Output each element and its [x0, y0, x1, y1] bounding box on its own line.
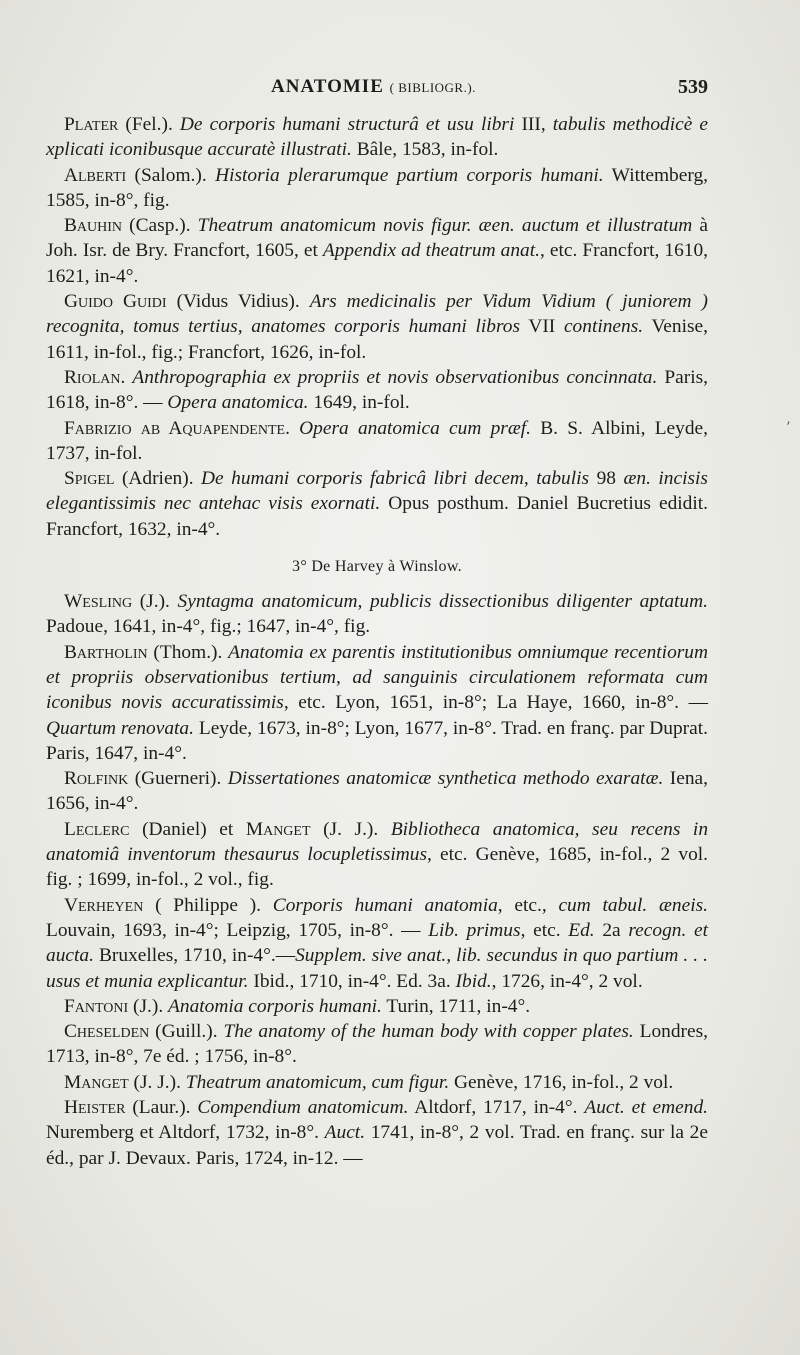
- entry-author: Spigel: [64, 468, 115, 490]
- entry-title: Lib. primus: [428, 919, 521, 941]
- bibliography-entry: [46, 112, 708, 163]
- entry-text: (Adrien).: [114, 468, 202, 490]
- entry-text: , etc. Genève, 1685, in-fol., 2 vol. fig. ; 1699, in-fol., 2 vol., fig.: [46, 844, 708, 891]
- entry-author: Bartholin: [64, 641, 148, 663]
- entry-text: , etc. Lyon, 1651, in-8°; La Haye, 1660, in-8°. —: [283, 692, 708, 714]
- entry-title: cum tabul. æneis.: [558, 894, 709, 916]
- entry-author: Leclerc: [64, 818, 130, 840]
- bibliography-entry: [46, 893, 708, 994]
- entry-text: Venise, 1611, in-fol., fig.; Francfort, 1626, in-fol.: [46, 316, 708, 363]
- entry-text: (Thom.).: [147, 641, 229, 663]
- entry-text: Opus posthum. Daniel Bucretius edidit. Francfort, 1632, in-4°.: [46, 493, 708, 540]
- entry-author: Guido Guidi: [64, 291, 167, 313]
- entry-text: ( Philippe ).: [143, 894, 273, 916]
- entry-author: Riolan: [64, 366, 121, 388]
- entry-text: , etc.,: [497, 894, 559, 916]
- entry-text: (Guerneri).: [128, 768, 228, 790]
- entry-text: Turin, 1711, in-4°.: [381, 995, 531, 1017]
- entry-text: Bâle, 1583, in-fol.: [351, 139, 499, 161]
- entry-title: Supplem. sive anat., lib. secundus in quo partium . . . usus et munia explicantur.: [46, 945, 708, 992]
- bibliography-entry: [46, 766, 708, 817]
- entry-text: 2a: [594, 919, 629, 941]
- entry-text: Padoue, 1641, in-4°, fig.; 1647, in-4°, fig.: [46, 616, 371, 638]
- entry-author: Rolfink: [64, 768, 129, 790]
- entry-text: (J. J.).: [310, 818, 391, 840]
- entry-author: Manget: [245, 818, 311, 840]
- entry-author: Fabrizio ab Aquapendente: [64, 417, 286, 439]
- bibliography-entry: [46, 416, 708, 467]
- entry-text: Genève, 1716, in-fol., 2 vol.: [449, 1071, 674, 1093]
- bibliography-entry: [46, 365, 708, 416]
- bibliography-entry: [46, 1095, 708, 1171]
- bibliography-entry: [46, 1019, 708, 1070]
- entry-title: Corporis humani anatomia: [272, 894, 498, 916]
- entry-text: (Vidus Vidius).: [166, 291, 310, 313]
- entry-text: à Joh. Isr. de Bry. Francfort, 1605, et: [46, 215, 708, 262]
- bibliography-entry: [46, 640, 708, 766]
- entry-text: (Fel.).: [118, 114, 180, 135]
- entry-author: Plater: [64, 114, 119, 135]
- entry-author: Fantoni: [64, 995, 129, 1017]
- entry-author: Heister: [64, 1096, 126, 1118]
- entry-text: , etc.: [520, 919, 569, 941]
- entry-title: Auct.: [324, 1122, 366, 1144]
- entry-author: Cheselden: [64, 1021, 150, 1043]
- entry-title: Syntagma anatomicum, publicis dissectionibus diligenter aptatum.: [177, 591, 708, 613]
- bibliography-entry: [46, 466, 708, 542]
- bibliography-entry: [46, 289, 708, 365]
- entry-text: (Laur.).: [125, 1096, 198, 1118]
- entry-title: continens.: [563, 316, 644, 338]
- entry-text: (J. J.).: [128, 1071, 186, 1093]
- entry-title: Opera anatomica cum præf.: [299, 417, 532, 439]
- entry-title: Theatrum anatomicum, cum figur.: [185, 1071, 450, 1093]
- entry-title: Anthropographia ex propriis et novis observationibus concinnata.: [132, 366, 658, 388]
- running-header: [46, 76, 708, 106]
- entry-title: Ed.: [568, 919, 595, 941]
- entry-text: Leyde, 1673, in-8°; Lyon, 1677, in-8°. Trad. en franç. par Duprat. Paris, 1647, in-4°.: [46, 717, 708, 764]
- entry-text: Londres, 1713, in-8°, 7e éd. ; 1756, in-8°.: [46, 1021, 708, 1068]
- entry-title: Anatomia corporis humani.: [168, 995, 382, 1017]
- entry-text: (Daniel) et: [129, 818, 246, 840]
- entry-title: æn. incisis elegantissimis nec antehac visis exornati.: [46, 468, 708, 515]
- entry-title: Historia plerarumque partium corporis humani.: [215, 164, 604, 186]
- entry-title: Ibid.: [455, 970, 492, 992]
- entry-author: Bauhin: [64, 215, 123, 237]
- entry-text: Nuremberg et Altdorf, 1732, in-8°.: [46, 1122, 325, 1144]
- entry-text: (J.).: [128, 995, 169, 1017]
- entry-title: Appendix ad theatrum anat.: [322, 240, 540, 262]
- entry-title: recogn. et aucta.: [46, 919, 709, 967]
- bibliography-entry: [46, 589, 708, 640]
- header-subtitle: ( BIBLIOGR.).: [389, 80, 476, 95]
- section-heading: 3° De Harvey à Winslow.: [292, 558, 462, 576]
- entry-title: Anatomia ex parentis institutionibus omniumque recentiorum et propriis observationibus tertium, ad sanguinis circulationem reformata cum iconibus novis accuratissimis: [46, 641, 709, 714]
- entry-title: Dissertationes anatomicæ synthetica methodo exaratæ.: [227, 768, 664, 790]
- entry-text: Wittemberg, 1585, in-8°, fig.: [46, 164, 709, 211]
- entry-text: Paris, 1618, in-8°. —: [46, 366, 708, 414]
- entry-text: .: [120, 366, 133, 388]
- entry-text: , etc. Francfort, 1610, 1621, in-4°.: [46, 240, 709, 287]
- entry-author: Wesling: [64, 591, 133, 613]
- bibliography-entry: [46, 213, 708, 289]
- entry-author: Alberti: [64, 164, 127, 186]
- entry-text: (Salom.).: [126, 164, 216, 186]
- entry-text: Iena, 1656, in-4°.: [46, 768, 708, 815]
- entry-text: 1649, in-fol.: [308, 392, 410, 414]
- bibliography-entry: [46, 994, 708, 1019]
- entry-title: Theatrum anatomicum novis figur. æen. auctum et illustratum: [197, 215, 693, 237]
- entry-title: Bibliotheca anatomica, seu recens in anatomiâ inventorum thesaurus locupletissimus: [46, 818, 709, 866]
- entry-text: B. S. Albini, Leyde, 1737, in-fol.: [46, 417, 709, 464]
- entry-text: 1741, in-8°, 2 vol. Trad. en franç. sur la 2e éd., par J. Devaux. Paris, 1724, in-12. —: [46, 1122, 708, 1169]
- entry-text: Altdorf, 1717, in-4°.: [408, 1096, 585, 1118]
- entry-title: The anatomy of the human body with copper plates.: [223, 1021, 634, 1043]
- entry-text: (Guill.).: [149, 1021, 224, 1043]
- entry-text: , 1726, in-4°, 2 vol.: [491, 970, 643, 992]
- bibliography-entry: [46, 1070, 708, 1095]
- entry-text: 98: [589, 468, 624, 490]
- header-title: ANATOMIE ( BIBLIOGR.).: [271, 76, 476, 97]
- page-number: 539: [678, 76, 708, 98]
- entry-title: Quartum renovata.: [46, 717, 194, 739]
- entry-text: .: [285, 417, 300, 439]
- entry-text: Bruxelles, 1710, in-4°.—: [93, 945, 296, 967]
- entry-title: De humani corporis fabricâ libri decem, tabulis: [201, 468, 590, 490]
- entries-bottom: [46, 589, 708, 1171]
- entry-title: Auct. et emend.: [584, 1096, 709, 1118]
- entry-text: Louvain, 1693, in-4°; Leipzig, 1705, in-8°. —: [46, 919, 429, 941]
- entry-text: (J.).: [132, 591, 178, 613]
- entry-text: Ibid., 1710, in-4°. Ed. 3a.: [248, 970, 456, 992]
- entry-title: Opera anatomica.: [167, 392, 309, 414]
- entry-title: Compendium anatomicum.: [197, 1096, 409, 1118]
- entry-title: De corporis humani structurâ et usu libri: [179, 114, 515, 135]
- entry-text: (Casp.).: [122, 215, 198, 237]
- bibliography-body: [46, 112, 708, 1171]
- entry-text: VII: [520, 316, 564, 338]
- margin-mark: ’: [786, 420, 791, 436]
- bibliography-entry: [46, 817, 708, 893]
- entries-top: [46, 112, 708, 542]
- entry-title: tabulis methodicè e xplicati iconibusque accuratè illustrati.: [46, 114, 709, 161]
- entry-title: Ars medicinalis per Vidum Vidium ( juniorem ) recognita, tomus tertius, anatomes corporis humani libros: [46, 291, 708, 338]
- bibliography-entry: [46, 163, 708, 214]
- entry-author: Verheyen: [64, 894, 144, 916]
- entry-author: Manget: [64, 1071, 129, 1093]
- entry-text: III,: [514, 114, 553, 135]
